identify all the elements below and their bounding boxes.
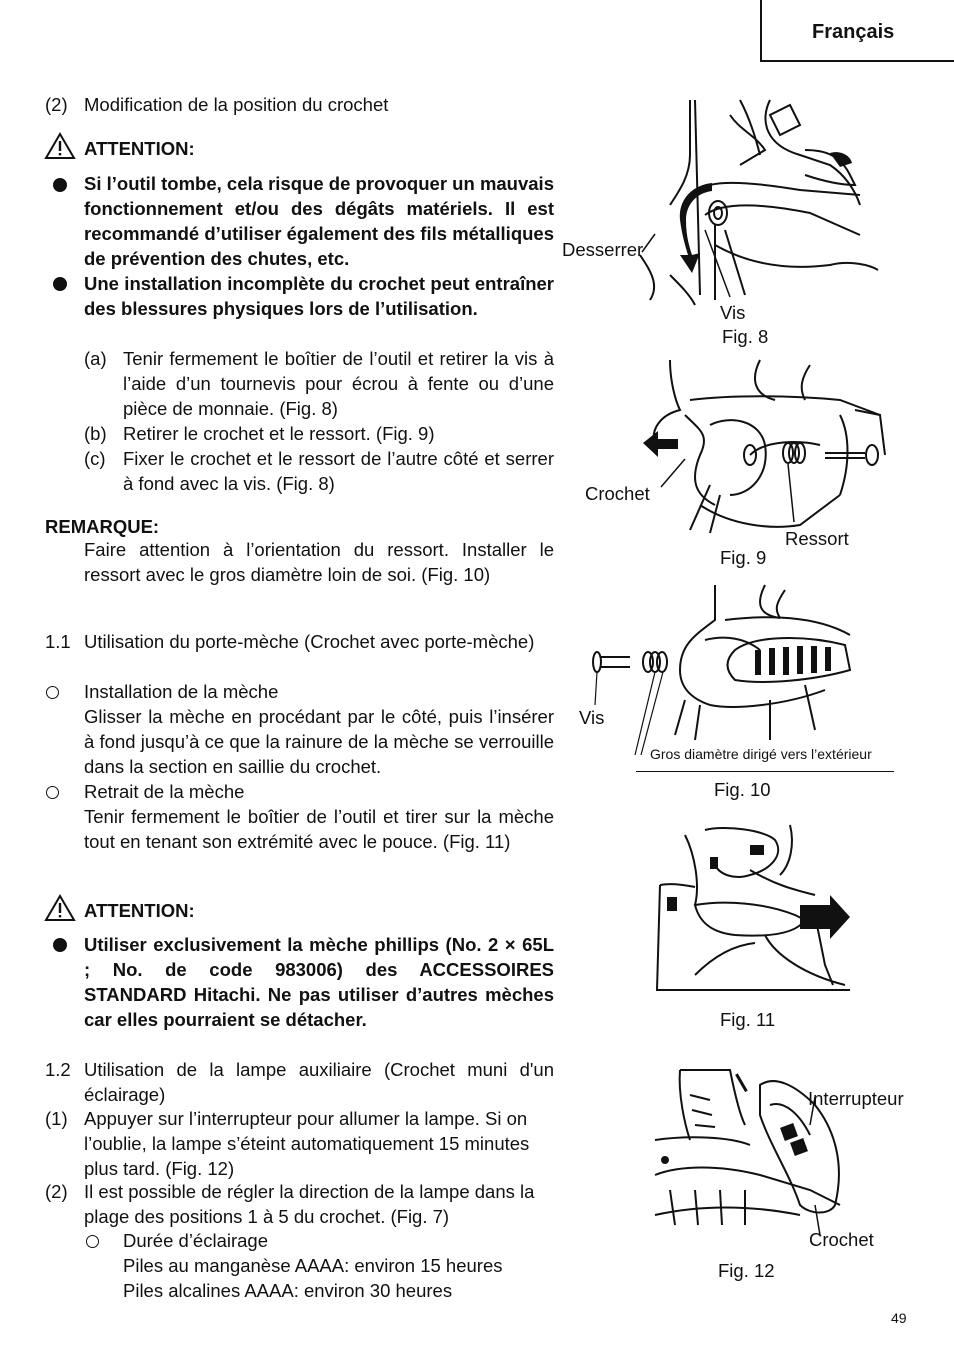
fig8-label-desserrer: Desserrer [562, 239, 644, 260]
step-text: Retirer le crochet et le ressort. (Fig. 9) [123, 423, 435, 444]
fig9-label-crochet: Crochet [585, 483, 650, 504]
subsection-title: Retrait de la mèche [84, 781, 245, 802]
section-number: 1.2 [45, 1059, 71, 1080]
subsection-title: Installation de la mèche [84, 681, 279, 702]
fig11-illustration [655, 825, 855, 995]
leader-line [700, 225, 740, 305]
warning-bullet: Une installation incomplète du crochet peut entraîner des blessures physiques lors de l’utilisation. [84, 273, 554, 319]
fig8-label-vis: Vis [720, 302, 746, 323]
section-title: Utilisation du porte-mèche (Crochet avec porte-mèche) [84, 631, 535, 652]
page-number: 49 [891, 1310, 907, 1326]
section-title: Utilisation de la lampe auxiliaire (Crochet muni d'un éclairage) [84, 1059, 554, 1105]
fig12-label-crochet: Crochet [809, 1229, 874, 1250]
step-label: (c) [84, 448, 106, 469]
fig9-label-ressort: Ressort [785, 528, 849, 549]
warning-bullet: Utiliser exclusivement la mèche phillips (No. 2 × 65L ; No. de code 983006) des ACCESSOIRES STANDARD Hitachi. Ne pas utiliser d’autres mèches car elles pourraient se détacher. [84, 934, 554, 1030]
fig9-caption: Fig. 9 [720, 547, 767, 568]
label-underline [636, 771, 894, 772]
warning-icon [45, 895, 75, 921]
leader-line [780, 460, 810, 530]
bullet-dot [53, 277, 67, 291]
note-text: Faire attention à l’orientation du ressort. Installer le ressort avec le gros diamètre loin de soi. (Fig. 10) [84, 539, 554, 585]
fig8-caption: Fig. 8 [722, 326, 769, 347]
warning-icon [45, 133, 75, 159]
fig12-caption: Fig. 12 [718, 1260, 775, 1281]
circle-bullet [86, 1235, 99, 1248]
section-number: 1.1 [45, 631, 71, 652]
subsection-text: Tenir fermement le boîtier de l’outil et tirer sur la mèche tout en tenant son extrémité avec le pouce. (Fig. 11) [84, 806, 554, 852]
fig11-caption: Fig. 11 [720, 1009, 776, 1030]
language-label: Français [812, 21, 895, 43]
leader-line [600, 230, 660, 260]
leader-line [655, 455, 695, 495]
fig10-caption: Fig. 10 [714, 779, 771, 800]
fig10-label-gros: Gros diamètre dirigé vers l’extérieur [650, 746, 872, 762]
step-text: Fixer le crochet et le ressort de l’autre côté et serrer à fond avec la vis. (Fig. 8) [123, 448, 554, 494]
paragraph-number: (2) [45, 1181, 68, 1202]
circle-bullet [46, 786, 59, 799]
section-title: Modification de la position du crochet [84, 94, 389, 115]
step-text: Tenir fermement le boîtier de l’outil et retirer la vis à l’aide d’un tournevis pour écrou à fente ou d’une pièce de monnaie. (Fig. 8) [123, 348, 554, 419]
bullet-dot [53, 938, 67, 952]
fig10-label-vis: Vis [579, 707, 605, 728]
fig12-label-interrupteur: Interrupteur [808, 1088, 904, 1109]
duration-line: Piles alcalines AAAA: environ 30 heures [123, 1280, 453, 1301]
step-label: (a) [84, 348, 107, 369]
paragraph-number: (1) [45, 1108, 68, 1129]
attention-heading: ATTENTION: [84, 138, 195, 159]
paragraph-text: Il est possible de régler la direction de la lampe dans la plage des positions 1 à 5 du crochet. (Fig. 7) [84, 1181, 535, 1227]
circle-bullet [46, 686, 59, 699]
attention-heading: ATTENTION: [84, 900, 195, 921]
warning-bullet: Si l’outil tombe, cela risque de provoquer un mauvais fonctionnement et/ou des dégâts matériels. Il est recommandé d’utiliser également des fils métalliques de prévention des chutes, etc. [84, 173, 554, 269]
note-heading: REMARQUE: [45, 516, 160, 537]
fig8-illustration [630, 95, 880, 310]
paragraph-text: Appuyer sur l’interrupteur pour allumer la lampe. Si on l’oublie, la lampe s’éteint automatiquement 15 minutes plus tard. (Fig. 12) [84, 1108, 530, 1179]
subsection-text: Glisser la mèche en procédant par le côté, puis l’insérer à fond jusqu’à ce que la rainure de la mèche se verrouille dans la section en saillie du crochet. [84, 706, 554, 777]
section-number: (2) [45, 94, 68, 115]
fig10-illustration [585, 580, 885, 745]
language-tab [760, 0, 954, 62]
subsection-title: Durée d’éclairage [123, 1230, 269, 1251]
fig9-illustration [640, 355, 890, 535]
bullet-dot [53, 178, 67, 192]
duration-line: Piles au manganèse AAAA: environ 15 heures [123, 1255, 503, 1276]
step-label: (b) [84, 423, 107, 444]
